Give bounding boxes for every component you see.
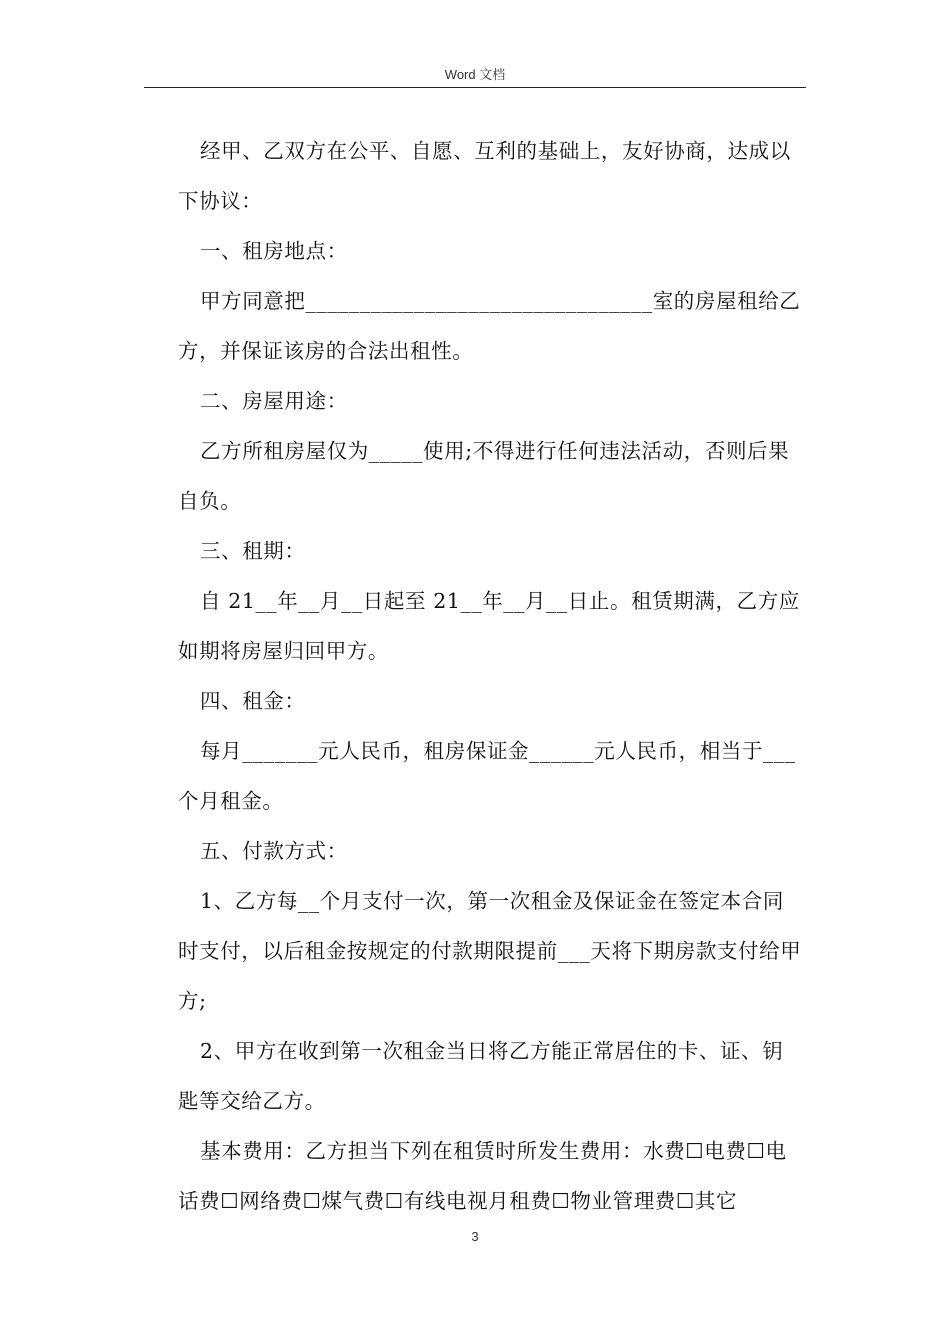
paragraph-intro: 经甲、乙双方在公平、自愿、互利的基础上，友好协商，达成以下协议：: [178, 139, 791, 213]
document-body: [178, 126, 802, 1226]
section-heading-payment: 五、付款方式：: [200, 839, 348, 863]
page-header: Word 文档: [444, 67, 506, 82]
paragraph-usage: 乙方所租房屋仅为_____使用;不得进行任何违法活动，否则后果自负。: [178, 439, 790, 513]
section-heading-rent: 四、租金：: [200, 689, 306, 713]
paragraph-term: 自 21__年__月__日起至 21__年__月__日止。租赁期满，乙方应如期将房屋归回甲方。: [178, 589, 800, 663]
header-rule: [144, 87, 806, 88]
paragraph-location: 甲方同意把________________________________室的房屋租给乙方，并保证该房的合法出租性。: [178, 289, 801, 363]
section-heading-location: 一、租房地点：: [200, 239, 348, 263]
section-heading-term: 三、租期：: [200, 539, 306, 563]
section-heading-usage: 二、房屋用途：: [200, 389, 348, 413]
paragraph-rent: 每月_______元人民币，租房保证金______元人民币，相当于___个月租金。: [178, 739, 796, 813]
page-number: 3: [471, 1229, 479, 1244]
paragraph-basic-fees: 基本费用：乙方担当下列在租赁时所发生费用：水费☐电费☐电话费☐网络费☐煤气费☐有线电视月租费☐物业管理费☐其它: [178, 1139, 787, 1213]
paragraph-payment-1: 1、乙方每__个月支付一次，第一次租金及保证金在签定本合同时支付，以后租金按规定的付款期限提前___天将下期房款支付给甲方;: [178, 889, 802, 1013]
paragraph-payment-2: 2、甲方在收到第一次租金当日将乙方能正常居住的卡、证、钥匙等交给乙方。: [178, 1039, 784, 1113]
